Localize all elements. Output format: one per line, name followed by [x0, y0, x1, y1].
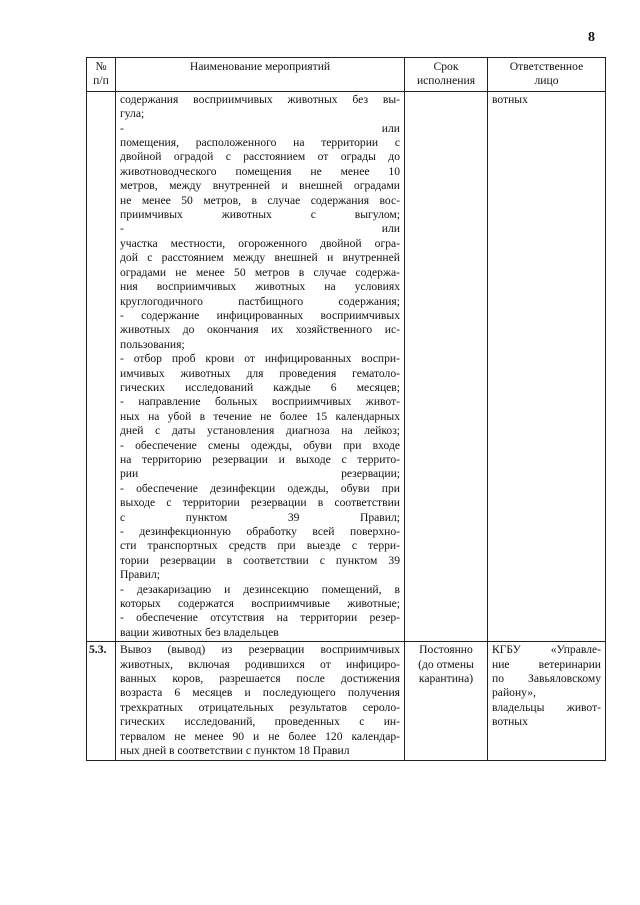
header-measure-name: Наименование мероприятий: [116, 58, 405, 92]
responsible-line: ние ветеринарии: [492, 657, 601, 671]
description-line: - направление больных восприимчивых живот-: [120, 395, 400, 409]
description-line: тервалом не менее 90 и не более 120 календар-: [120, 729, 400, 743]
description-line: выходе с территории резервации в соответствии: [120, 496, 400, 510]
table-row: [87, 91, 606, 641]
description-line: двойной оградой с расстоянием от ограды до: [120, 150, 400, 164]
responsible-line: вотных: [492, 715, 528, 729]
row-number: 5.3.: [87, 642, 116, 760]
description-line: - обеспечение отсутствия на территории резер-: [120, 611, 400, 625]
description-line: трехкратных отрицательных результатов сероло-: [120, 700, 400, 714]
description-line: - обеспечение смены одежды, обуви при входе: [120, 438, 400, 452]
description-line: круглогодичного пастбищного содержания;: [120, 294, 400, 308]
description-line: рии резервации;: [120, 467, 400, 481]
header-deadline: Срок исполнения: [405, 58, 488, 92]
description-line: животных до окончания их хозяйственного ис-: [120, 323, 400, 337]
measure-description: [116, 642, 405, 760]
responsible-cell: [488, 91, 606, 641]
deadline-cell: [405, 91, 488, 641]
description-line: приимчивых животных с выгулом;: [120, 208, 400, 222]
description-line: метров, между внутренней и внешней оградами: [120, 179, 400, 193]
description-line: возраста 6 месяцев и последующего получения: [120, 686, 400, 700]
table-header-row: [87, 58, 606, 92]
deadline-cell: [405, 642, 488, 760]
header-number: № п/п: [87, 58, 116, 92]
description-line: животноводческого помещения не менее 10: [120, 164, 400, 178]
description-line: гических исследований каждые 6 месяцев;: [120, 380, 400, 394]
description-line: на территорию резервации и выходе с террито-: [120, 452, 400, 466]
description-line: - содержание инфицированных восприимчивых: [120, 308, 400, 322]
description-line: - или: [120, 222, 400, 236]
description-line: животных, включая родившихся от инфициро-: [120, 657, 400, 671]
description-line: которых содержатся восприимчивые животные;: [120, 597, 400, 611]
description-line: гических исследований, проведенных с ин-: [120, 715, 400, 729]
description-line: с пунктом 39 Правил;: [120, 510, 400, 524]
description-line: пользования;: [120, 337, 185, 351]
measure-description: [116, 91, 405, 641]
table-row: [87, 642, 606, 760]
description-line: не менее 50 метров, в случае содержания вос-: [120, 193, 400, 207]
responsible-line: вотных: [492, 92, 528, 106]
description-line: гула;: [120, 107, 145, 121]
description-line: тории резервации в соответствии с пунктом 39: [120, 553, 400, 567]
measures-table: [86, 57, 606, 761]
row-number: [87, 91, 116, 641]
deadline-line: (до отмены: [418, 657, 474, 671]
description-line: оградами не менее 50 метров в случае содержа-: [120, 265, 400, 279]
description-line: ных дней в соответствии с пунктом 18 Правил: [120, 744, 350, 758]
deadline-line: Постоянно: [419, 643, 473, 657]
responsible-line: по Завьяловскому: [492, 672, 601, 686]
description-line: ванных коров, разрешается после достижения: [120, 672, 400, 686]
description-line: имчивых животных для проведения гематоло-: [120, 366, 400, 380]
description-line: вации животных без владельцев: [120, 625, 279, 639]
description-line: ния восприимчивых животных на условиях: [120, 280, 400, 294]
description-line: сти транспортных средств при выезде с терри-: [120, 539, 400, 553]
responsible-cell: [488, 642, 606, 760]
description-line: ных на убой в течение не более 15 календарных: [120, 409, 400, 423]
page-number: 8: [588, 30, 595, 45]
description-line: - или: [120, 121, 400, 135]
header-responsible: Ответственное лицо: [488, 58, 606, 92]
description-line: дой с расстоянием между внешней и внутренней: [120, 251, 400, 265]
description-line: помещения, расположенного на территории с: [120, 136, 400, 150]
responsible-line: владельцы живот-: [492, 700, 601, 714]
description-line: Вывоз (вывод) из резервации восприимчивых: [120, 643, 400, 657]
description-line: - обеспечение дезинфекции одежды, обуви при: [120, 481, 400, 495]
description-line: содержания восприимчивых животных без вы-: [120, 92, 400, 106]
description-line: Правил;: [120, 568, 161, 582]
description-line: - дезакаризацию и дезинсекцию помещений, в: [120, 582, 400, 596]
responsible-line: району»,: [492, 686, 536, 700]
responsible-line: КГБУ «Управле-: [492, 643, 601, 657]
description-line: - дезинфекционную обработку всей поверхно-: [120, 525, 400, 538]
description-line: дней с даты установления диагноза на лейкоз;: [120, 424, 400, 438]
description-line: - отбор проб крови от инфицированных воспри-: [120, 352, 400, 366]
deadline-line: карантина): [418, 672, 474, 686]
description-line: участка местности, огороженного двойной огра-: [120, 236, 400, 250]
